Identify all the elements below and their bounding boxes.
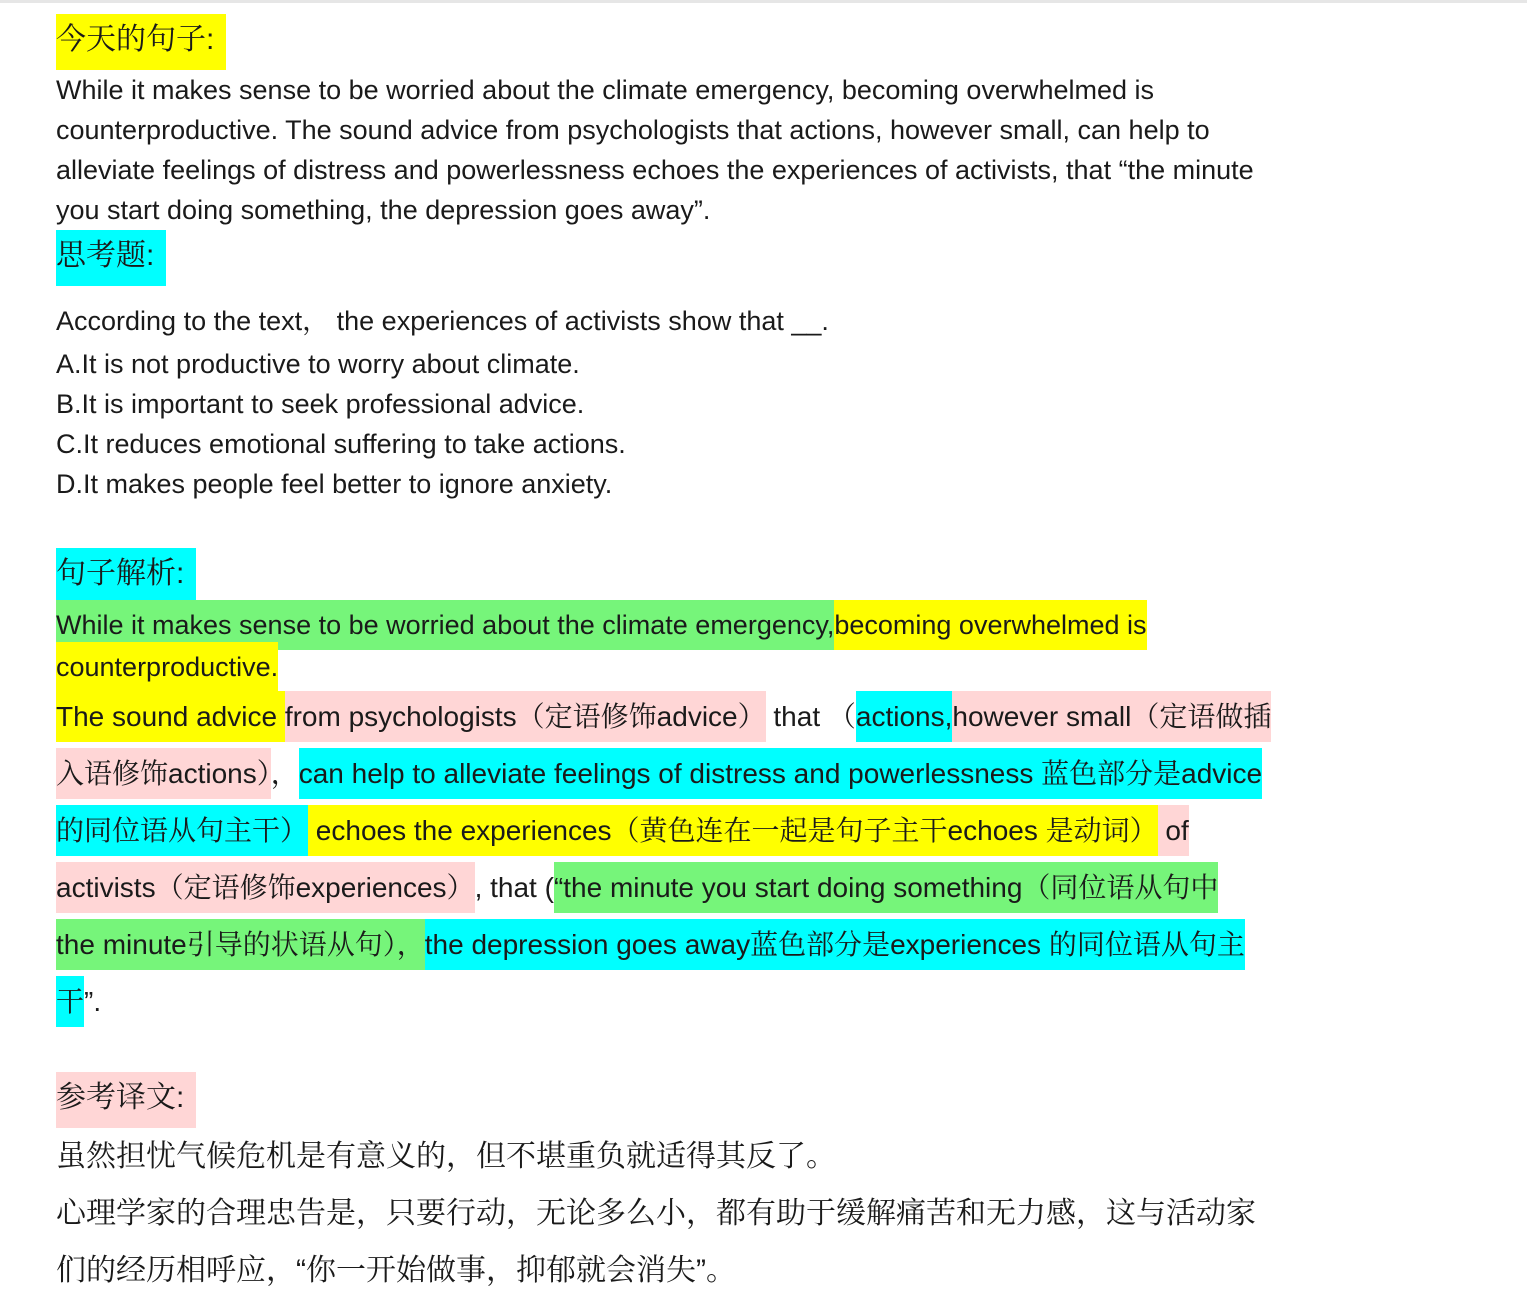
analysis-clause: becoming overwhelmed is — [834, 600, 1146, 650]
analysis-clause: the depression goes away蓝色部分是experiences 的同位语从句主 — [425, 919, 1245, 970]
sentence-line: you start doing something, the depression goes away”. — [56, 195, 711, 225]
analysis-clause: of — [1158, 805, 1189, 856]
translation-line: 心理学家的合理忠告是，只要行动，无论多么小，都有助于缓解痛苦和无力感，这与活动家 — [56, 1197, 1256, 1230]
top-border — [0, 0, 1527, 3]
option-d: D.It makes people feel better to ignore anxiety. — [56, 469, 613, 499]
analysis-clause: 的同位语从句主干） — [56, 805, 308, 856]
analysis-line-3 — [56, 688, 1416, 745]
sentence-line: While it makes sense to be worried about the climate emergency, becoming overwhelmed is — [56, 75, 1155, 105]
sentence-line: counterproductive. The sound advice from psychologists that actions, however small, can help to — [56, 115, 1210, 145]
option-b: B.It is important to seek professional advice. — [56, 389, 585, 419]
analysis-clause: The sound advice — [56, 691, 285, 742]
analysis-text: that （ — [765, 701, 856, 732]
analysis-clause: from psychologists（定语修饰advice） — [285, 691, 766, 742]
analysis-line-4 — [56, 745, 1416, 802]
analysis-clause: the minute引导的状语从句）， — [56, 919, 425, 970]
analysis-clause: can help to alleviate feelings of distress and powerlessness 蓝色部分是advice — [299, 748, 1262, 799]
analysis-clause: 入语修饰actions） — [56, 748, 271, 799]
translation-line: 虽然担忧气候危机是有意义的，但不堪重负就适得其反了。 — [56, 1140, 836, 1173]
analysis-line-8 — [56, 973, 1416, 1030]
analysis-line-5 — [56, 802, 1416, 859]
question-text: According to the text， the experiences of activists show that __. — [56, 306, 829, 336]
analysis-line-6 — [56, 859, 1416, 916]
sentence-section — [56, 14, 1416, 230]
analysis-clause: “the minute you start doing something（同位语从句中 — [554, 862, 1218, 913]
analysis-clause: While it makes sense to be worried about the climate emergency, — [56, 600, 834, 650]
sentence-label: 今天的句子: — [56, 14, 226, 70]
analysis-line-2 — [56, 646, 1416, 688]
question-label: 思考题: — [56, 230, 166, 286]
translation-line: 们的经历相呼应，“你一开始做事，抑郁就会消失”。 — [56, 1254, 736, 1287]
option-a: A.It is not productive to worry about climate. — [56, 349, 580, 379]
analysis-label: 句子解析: — [56, 548, 196, 604]
analysis-clause: actions, — [856, 691, 953, 742]
analysis-clause: however small（定语做插 — [952, 691, 1271, 742]
analysis-clause: activists（定语修饰experiences） — [56, 862, 475, 913]
analysis-text: , that ( — [474, 872, 554, 903]
document-page — [56, 14, 1416, 1299]
option-c: C.It reduces emotional suffering to take actions. — [56, 429, 626, 459]
analysis-clause: counterproductive. — [56, 642, 278, 692]
analysis-text: ”. — [84, 986, 102, 1017]
analysis-clause: echoes the experiences（黄色连在一起是句子主干echoes 是动词） — [308, 805, 1158, 856]
analysis-line-7 — [56, 916, 1416, 973]
question-section — [56, 230, 1416, 504]
translation-section — [56, 1072, 1416, 1299]
sentence-line: alleviate feelings of distress and powerlessness echoes the experiences of activists, that “the minute — [56, 155, 1254, 185]
analysis-text: ， — [270, 758, 299, 789]
translation-label: 参考译文: — [56, 1072, 196, 1128]
analysis-line-1 — [56, 604, 1416, 646]
analysis-clause: 干 — [56, 976, 84, 1027]
analysis-section — [56, 548, 1416, 1030]
